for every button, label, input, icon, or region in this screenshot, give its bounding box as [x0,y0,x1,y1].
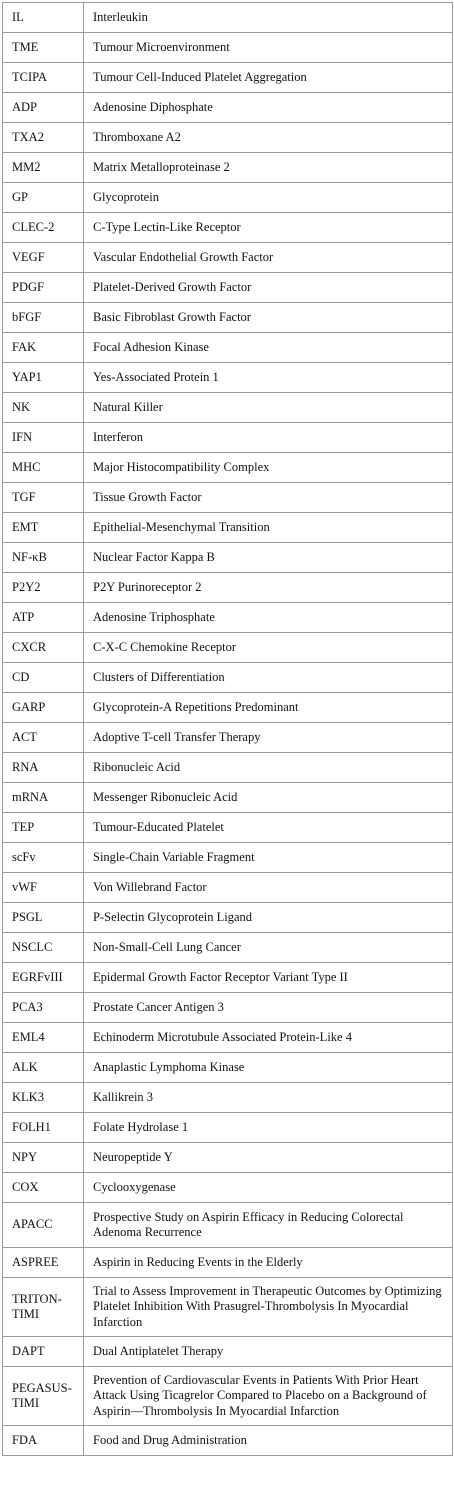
table-row [3,633,453,663]
definition-cell: C-X-C Chemokine Receptor [84,633,453,663]
definition-cell: Von Willebrand Factor [84,873,453,903]
definition-cell: Glycoprotein-A Repetitions Predominant [84,693,453,723]
definition-cell: Tumour Microenvironment [84,33,453,63]
definition-cell: Anaplastic Lymphoma Kinase [84,1053,453,1083]
definition-cell: Yes-Associated Protein 1 [84,363,453,393]
abbreviation-cell: scFv [3,843,84,873]
abbreviation-cell: EGRFvIII [3,963,84,993]
definition-cell: Epithelial-Mesenchymal Transition [84,513,453,543]
abbreviation-cell: EMT [3,513,84,543]
abbreviation-cell: MM2 [3,153,84,183]
table-row [3,1053,453,1083]
abbreviation-cell: VEGF [3,243,84,273]
abbreviation-cell: CXCR [3,633,84,663]
abbreviation-cell: TRITON-TIMI [3,1278,84,1337]
definition-cell: Messenger Ribonucleic Acid [84,783,453,813]
abbreviation-cell: TXA2 [3,123,84,153]
table-row [3,723,453,753]
abbreviation-cell: PEGASUS-TIMI [3,1367,84,1426]
table-row [3,483,453,513]
definition-cell: Interleukin [84,3,453,33]
definition-cell: Echinoderm Microtubule Associated Protein-Like 4 [84,1023,453,1053]
definition-cell: P-Selectin Glycoprotein Ligand [84,903,453,933]
abbreviation-cell: RNA [3,753,84,783]
abbreviation-cell: bFGF [3,303,84,333]
definition-cell: Non-Small-Cell Lung Cancer [84,933,453,963]
definition-cell: Interferon [84,423,453,453]
table-row [3,153,453,183]
table-row [3,1143,453,1173]
table-row [3,693,453,723]
abbreviation-cell: DAPT [3,1337,84,1367]
table-row [3,213,453,243]
abbreviation-cell: FAK [3,333,84,363]
definition-cell: Trial to Assess Improvement in Therapeutic Outcomes by Optimizing Platelet Inhibition With Prasugrel-Thrombolysis In Myocardial Infarction [84,1278,453,1337]
definition-cell: Tumour Cell-Induced Platelet Aggregation [84,63,453,93]
abbreviation-cell: MHC [3,453,84,483]
table-row [3,873,453,903]
table-row [3,1248,453,1278]
table-row [3,1023,453,1053]
definition-cell: Tumour-Educated Platelet [84,813,453,843]
abbreviation-cell: GARP [3,693,84,723]
table-row [3,813,453,843]
table-row [3,1337,453,1367]
abbreviation-cell: CLEC-2 [3,213,84,243]
table-row [3,363,453,393]
table-row [3,393,453,423]
definition-cell: Platelet-Derived Growth Factor [84,273,453,303]
table-row [3,303,453,333]
definition-cell: Glycoprotein [84,183,453,213]
definition-cell: Prevention of Cardiovascular Events in Patients With Prior Heart Attack Using Ticagrelor Compared to Placebo on a Background of Aspirin—Thrombolysis In Myocardial Infarction [84,1367,453,1426]
definition-cell: Prospective Study on Aspirin Efficacy in Reducing Colorectal Adenoma Recurrence [84,1203,453,1248]
table-row [3,63,453,93]
abbreviation-cell: COX [3,1173,84,1203]
table-row [3,993,453,1023]
abbreviation-cell: IFN [3,423,84,453]
table-row [3,1426,453,1456]
definition-cell: Major Histocompatibility Complex [84,453,453,483]
definition-cell: Neuropeptide Y [84,1143,453,1173]
definition-cell: Natural Killer [84,393,453,423]
table-row [3,903,453,933]
abbreviation-cell: PDGF [3,273,84,303]
table-row [3,573,453,603]
table-row [3,1278,453,1337]
table-row [3,3,453,33]
table-row [3,603,453,633]
abbreviation-cell: TGF [3,483,84,513]
abbreviation-cell: FOLH1 [3,1113,84,1143]
definition-cell: C-Type Lectin-Like Receptor [84,213,453,243]
table-row [3,753,453,783]
definition-cell: Adoptive T-cell Transfer Therapy [84,723,453,753]
definition-cell: Adenosine Triphosphate [84,603,453,633]
definition-cell: Clusters of Differentiation [84,663,453,693]
table-row [3,663,453,693]
definition-cell: Ribonucleic Acid [84,753,453,783]
definition-cell: Food and Drug Administration [84,1426,453,1456]
table-row [3,423,453,453]
abbreviation-cell: FDA [3,1426,84,1456]
abbreviations-table [2,2,453,1456]
table-row [3,333,453,363]
table-row [3,963,453,993]
table-row [3,843,453,873]
table-row [3,1203,453,1248]
definition-cell: Matrix Metalloproteinase 2 [84,153,453,183]
abbreviation-cell: ASPREE [3,1248,84,1278]
table-row [3,183,453,213]
abbreviation-cell: ADP [3,93,84,123]
definition-cell: Aspirin in Reducing Events in the Elderly [84,1248,453,1278]
definition-cell: Adenosine Diphosphate [84,93,453,123]
definition-cell: Cyclooxygenase [84,1173,453,1203]
table-row [3,273,453,303]
definition-cell: Dual Antiplatelet Therapy [84,1337,453,1367]
abbreviation-cell: EML4 [3,1023,84,1053]
abbreviation-cell: GP [3,183,84,213]
abbreviation-cell: PSGL [3,903,84,933]
table-row [3,933,453,963]
definition-cell: P2Y Purinoreceptor 2 [84,573,453,603]
table-row [3,243,453,273]
definition-cell: Epidermal Growth Factor Receptor Variant Type II [84,963,453,993]
definition-cell: Kallikrein 3 [84,1083,453,1113]
definition-cell: Focal Adhesion Kinase [84,333,453,363]
definition-cell: Vascular Endothelial Growth Factor [84,243,453,273]
abbreviation-cell: PCA3 [3,993,84,1023]
abbreviation-cell: KLK3 [3,1083,84,1113]
abbreviation-cell: ATP [3,603,84,633]
abbreviations-table-body [3,3,453,1456]
definition-cell: Nuclear Factor Kappa B [84,543,453,573]
abbreviation-cell: ALK [3,1053,84,1083]
table-row [3,1367,453,1426]
abbreviation-cell: NK [3,393,84,423]
abbreviation-cell: mRNA [3,783,84,813]
abbreviation-cell: YAP1 [3,363,84,393]
table-row [3,1083,453,1113]
table-row [3,1113,453,1143]
table-row [3,543,453,573]
abbreviation-cell: APACC [3,1203,84,1248]
table-row [3,513,453,543]
table-row [3,33,453,63]
abbreviation-cell: TME [3,33,84,63]
abbreviation-cell: NF-κB [3,543,84,573]
definition-cell: Basic Fibroblast Growth Factor [84,303,453,333]
definition-cell: Prostate Cancer Antigen 3 [84,993,453,1023]
table-row [3,123,453,153]
table-row [3,453,453,483]
definition-cell: Tissue Growth Factor [84,483,453,513]
abbreviation-cell: CD [3,663,84,693]
abbreviation-cell: ACT [3,723,84,753]
abbreviation-cell: NSCLC [3,933,84,963]
abbreviation-cell: NPY [3,1143,84,1173]
table-row [3,1173,453,1203]
definition-cell: Single-Chain Variable Fragment [84,843,453,873]
abbreviation-cell: IL [3,3,84,33]
abbreviation-cell: TEP [3,813,84,843]
abbreviation-cell: P2Y2 [3,573,84,603]
table-row [3,783,453,813]
definition-cell: Folate Hydrolase 1 [84,1113,453,1143]
abbreviation-cell: TCIPA [3,63,84,93]
definition-cell: Thromboxane A2 [84,123,453,153]
table-row [3,93,453,123]
abbreviation-cell: vWF [3,873,84,903]
